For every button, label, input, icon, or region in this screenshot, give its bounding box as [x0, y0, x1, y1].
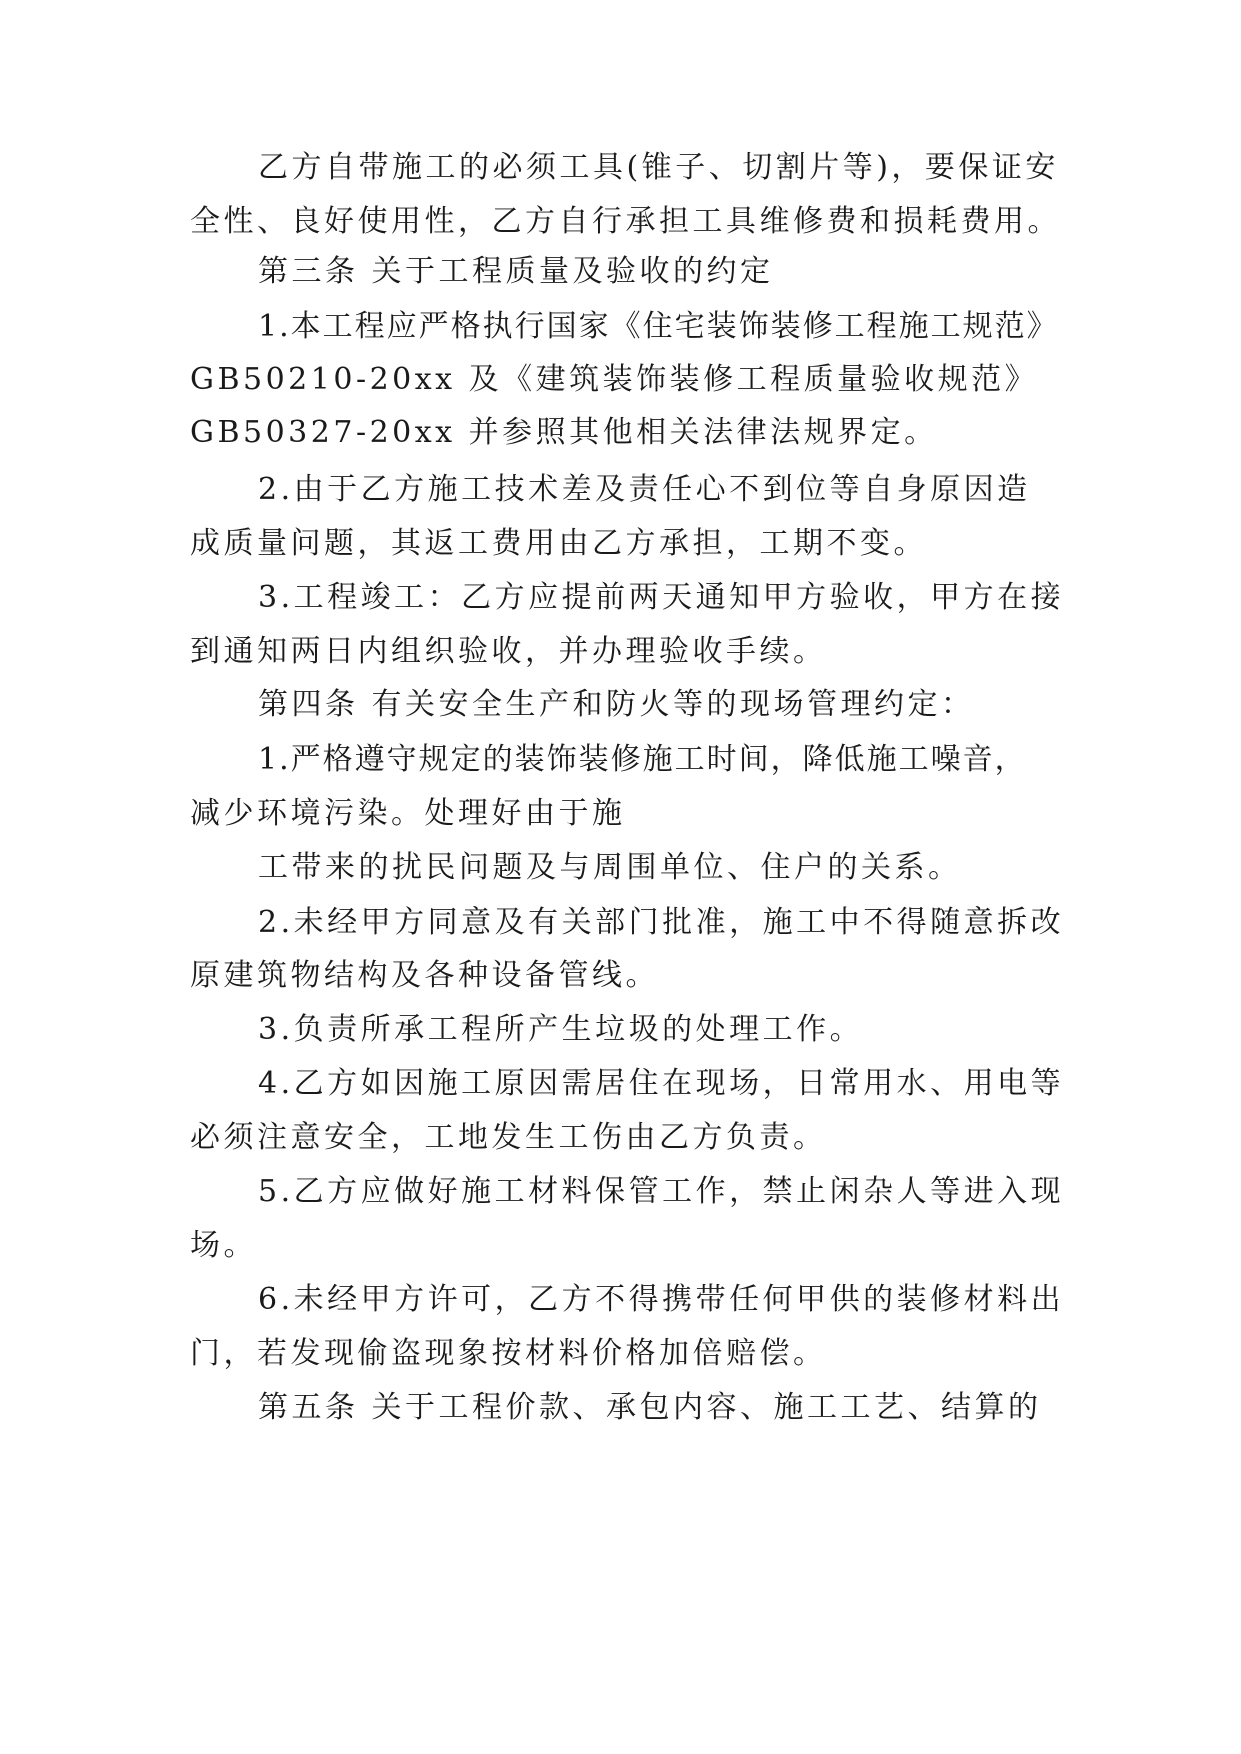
paragraph-line: 2.由于乙方施工技术差及责任心不到位等自身原因造	[258, 472, 1031, 507]
paragraph-line: 6.未经甲方许可，乙方不得携带任何甲供的装修材料出	[258, 1282, 1065, 1317]
paragraph-line: 原建筑物结构及各种设备管线。	[190, 958, 659, 993]
paragraph-line: 1.本工程应严格执行国家《住宅装饰装修工程施工规范》	[258, 309, 1059, 344]
paragraph-line: 工带来的扰民问题及与周围单位、住户的关系。	[258, 850, 962, 885]
section-heading: 第五条 关于工程价款、承包内容、施工工艺、结算的	[258, 1390, 1042, 1425]
paragraph-line: 3.工程竣工：乙方应提前两天通知甲方验收，甲方在接	[258, 580, 1065, 615]
paragraph-line: 全性、良好使用性，乙方自行承担工具维修费和损耗费用。	[190, 204, 1061, 239]
paragraph-line: 到通知两日内组织验收，并办理验收手续。	[190, 634, 827, 669]
paragraph-line: 2.未经甲方同意及有关部门批准，施工中不得随意拆改	[258, 905, 1065, 940]
paragraph-line: 门，若发现偷盗现象按材料价格加倍赔偿。	[190, 1336, 827, 1371]
paragraph-line: 场。	[190, 1228, 257, 1263]
section-heading: 第四条 有关安全生产和防火等的现场管理约定：	[258, 687, 975, 722]
paragraph-line: 减少环境污染。处理好由于施	[190, 796, 626, 831]
paragraph-line: 3.负责所承工程所产生垃圾的处理工作。	[258, 1012, 864, 1047]
paragraph-line: 5.乙方应做好施工材料保管工作，禁止闲杂人等进入现	[258, 1174, 1065, 1209]
paragraph-line: 乙方自带施工的必须工具(锥子、切割片等)，要保证安	[258, 150, 1059, 185]
paragraph-line: GB50327-20xx 并参照其他相关法律法规界定。	[190, 415, 938, 450]
paragraph-line: GB50210-20xx 及《建筑装饰装修工程质量验收规范》	[190, 362, 1039, 397]
paragraph-line: 1.严格遵守规定的装饰装修施工时间，降低施工噪音，	[258, 742, 1027, 777]
paragraph-line: 4.乙方如因施工原因需居住在现场，日常用水、用电等	[258, 1066, 1065, 1101]
paragraph-line: 必须注意安全，工地发生工伤由乙方负责。	[190, 1120, 827, 1155]
section-heading: 第三条 关于工程质量及验收的约定	[258, 254, 774, 289]
paragraph-line: 成质量问题，其返工费用由乙方承担，工期不变。	[190, 526, 927, 561]
